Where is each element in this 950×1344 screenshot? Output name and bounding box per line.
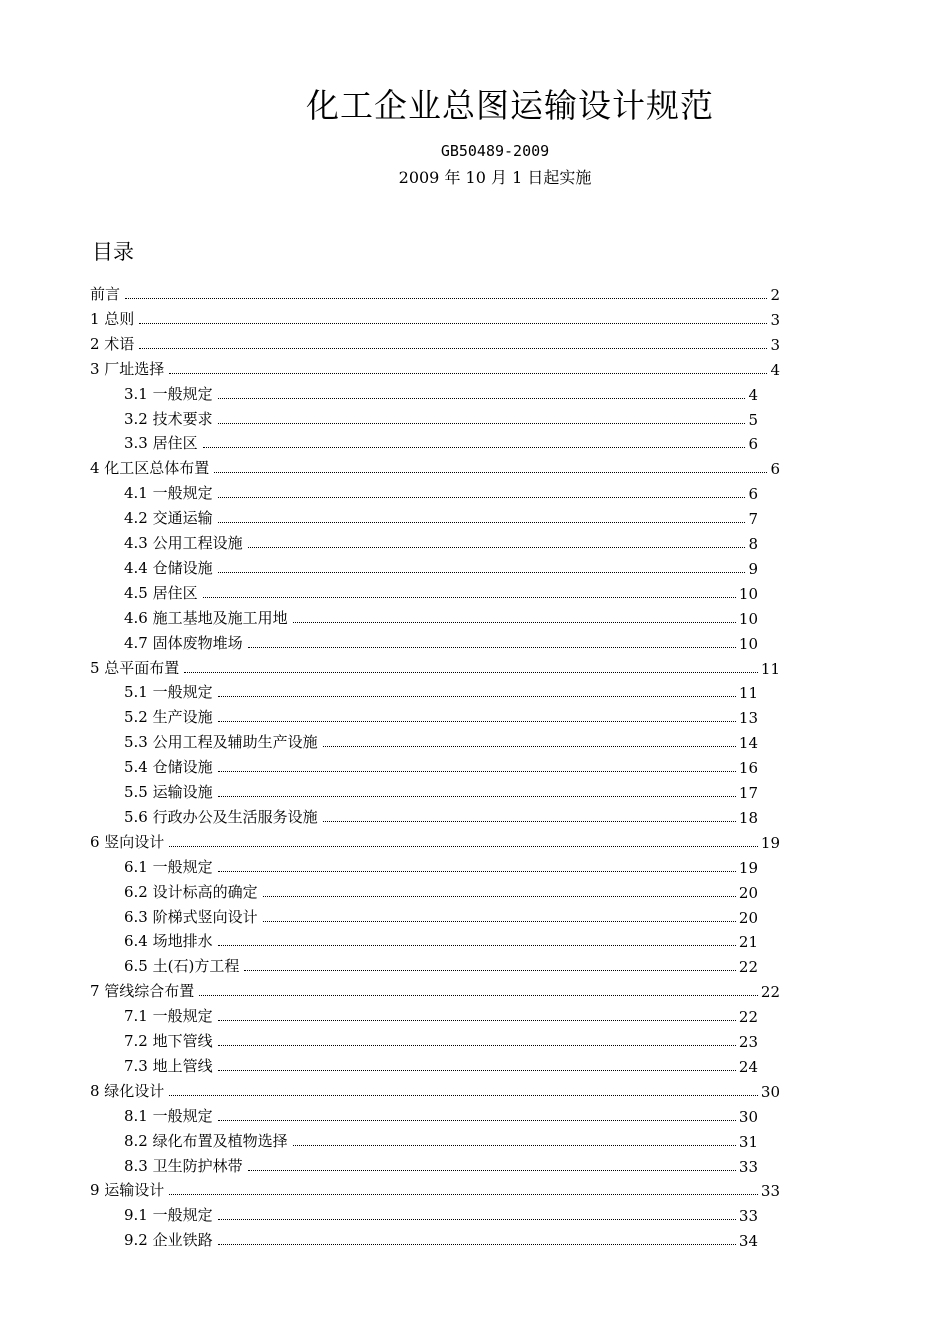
toc-entry-page: 21	[738, 933, 758, 952]
dot-leader	[218, 1020, 736, 1021]
toc-entry[interactable]	[124, 903, 758, 927]
toc-entry[interactable]	[124, 529, 758, 553]
toc-entry[interactable]	[124, 803, 758, 827]
toc-entry-label: 5.2 生产设施	[124, 708, 213, 727]
dot-leader	[244, 970, 736, 971]
dot-leader	[139, 348, 767, 349]
dot-leader	[293, 1145, 736, 1146]
toc-entry-label: 3 厂址选择	[90, 359, 165, 378]
dot-leader	[248, 1170, 736, 1171]
toc-entry-page: 9	[748, 559, 758, 578]
document-title: 化工企业总图运输设计规范	[306, 86, 714, 125]
dot-leader	[218, 1244, 736, 1245]
toc-entry[interactable]	[90, 1077, 780, 1101]
toc-entry-label: 前言	[90, 285, 121, 303]
dot-leader	[248, 647, 736, 648]
dot-leader	[218, 572, 746, 573]
toc-entry-label: 8.2 绿化布置及植物选择	[124, 1131, 288, 1150]
toc-entry-label: 6.1 一般规定	[124, 857, 213, 876]
toc-entry-label: 7.3 地上管线	[124, 1056, 213, 1075]
dot-leader	[323, 821, 736, 822]
dot-leader	[218, 1219, 736, 1220]
toc-entry[interactable]	[124, 1127, 758, 1151]
toc-entry[interactable]	[90, 654, 780, 678]
toc-entry[interactable]	[124, 380, 758, 404]
toc-entry[interactable]	[90, 280, 780, 304]
toc-entry-label: 7 管线综合布置	[90, 982, 195, 1001]
dot-leader	[263, 921, 736, 922]
dot-leader	[199, 995, 758, 996]
dot-leader	[139, 323, 767, 324]
standard-code: GB50489-2009	[440, 142, 550, 160]
toc-entry[interactable]	[90, 305, 780, 329]
dot-leader	[169, 846, 758, 847]
toc-entry-label: 9.1 一般规定	[124, 1206, 213, 1225]
dot-leader	[203, 597, 736, 598]
toc-entry-page: 11	[738, 684, 758, 703]
toc-entry-label: 4.5 居住区	[124, 583, 198, 602]
toc-entry-page: 33	[738, 1157, 758, 1176]
toc-entry-label: 9 运输设计	[90, 1181, 165, 1200]
toc-entry-page: 22	[738, 1008, 758, 1027]
toc-entry-page: 33	[738, 1207, 758, 1226]
toc-entry-page: 20	[738, 908, 758, 927]
toc-entry[interactable]	[90, 1176, 780, 1200]
toc-entry-label: 5.4 仓储设施	[124, 758, 213, 777]
toc-entry[interactable]	[124, 1002, 758, 1026]
toc-entry[interactable]	[90, 977, 780, 1001]
toc-entry-label: 4.2 交通运输	[124, 509, 213, 528]
toc-entry[interactable]	[124, 753, 758, 777]
toc-entry-page: 6	[770, 460, 780, 479]
toc-entry[interactable]	[124, 853, 758, 877]
toc-entry-page: 6	[748, 435, 758, 454]
dot-leader	[218, 945, 736, 946]
toc-entry-page: 20	[738, 883, 758, 902]
toc-entry-page: 22	[760, 983, 780, 1002]
toc-entry-page: 17	[738, 784, 758, 802]
toc-entry-page: 13	[738, 709, 758, 728]
toc-entry[interactable]	[124, 1226, 758, 1250]
toc-entry-label: 9.2 企业铁路	[124, 1231, 213, 1250]
dot-leader	[218, 1045, 736, 1046]
toc-entry-label: 6.5 土(石)方工程	[124, 957, 240, 976]
toc-entry[interactable]	[124, 927, 758, 951]
toc-entry[interactable]	[124, 604, 758, 628]
toc-entry-label: 4.7 固体废物堆场	[124, 633, 243, 652]
dot-leader	[293, 622, 736, 623]
toc-entry-label: 6 竖向设计	[90, 832, 165, 851]
toc-entry-label: 5.6 行政办公及生活服务设施	[124, 807, 318, 826]
toc-entry[interactable]	[124, 504, 758, 528]
toc-entry-page: 31	[738, 1132, 758, 1151]
toc-entry-label: 4.1 一般规定	[124, 484, 213, 503]
dot-leader	[218, 771, 736, 772]
dot-leader	[218, 398, 746, 399]
toc-entry-label: 5.5 运输设施	[124, 783, 213, 801]
toc-entry[interactable]	[90, 330, 780, 354]
toc-entry[interactable]	[124, 1201, 758, 1225]
toc-entry[interactable]	[90, 355, 780, 379]
dot-leader	[184, 672, 758, 673]
toc-entry[interactable]	[124, 1027, 758, 1051]
toc-entry-label: 5.1 一般规定	[124, 683, 213, 702]
toc-entry-label: 8.3 卫生防护林带	[124, 1156, 243, 1175]
toc-entry-page: 10	[738, 634, 758, 653]
toc-entry-label: 3.1 一般规定	[124, 384, 213, 403]
dot-leader	[218, 871, 736, 872]
toc-entry[interactable]	[124, 1052, 758, 1076]
toc-entry[interactable]	[90, 454, 780, 478]
dot-leader	[169, 1194, 758, 1195]
toc-entry-page: 3	[770, 335, 780, 354]
toc-entry-page: 6	[748, 485, 758, 504]
toc-entry-label: 8 绿化设计	[90, 1081, 165, 1100]
dot-leader	[263, 896, 736, 897]
toc-entry-label: 4.6 施工基地及施工用地	[124, 608, 288, 627]
toc-entry[interactable]	[124, 1102, 758, 1126]
toc-entry[interactable]	[124, 579, 758, 603]
toc-entry-label: 4.4 仓储设施	[124, 558, 213, 577]
toc-entry[interactable]	[124, 952, 758, 976]
toc-entry-page: 5	[748, 410, 758, 429]
dot-leader	[214, 472, 767, 473]
dot-leader	[218, 721, 736, 722]
toc-entry[interactable]	[90, 828, 780, 852]
toc-entry[interactable]	[124, 678, 758, 702]
dot-leader	[218, 423, 746, 424]
toc-entry[interactable]	[124, 405, 758, 429]
toc-entry-label: 6.4 场地排水	[124, 932, 213, 951]
toc-entry[interactable]	[124, 878, 758, 902]
dot-leader	[218, 497, 746, 498]
toc-entry-page: 11	[760, 659, 780, 678]
dot-leader	[218, 1120, 736, 1121]
toc-entry[interactable]	[124, 429, 758, 453]
toc-entry-page: 19	[760, 833, 780, 852]
toc-entry-page: 18	[738, 808, 758, 827]
dot-leader	[218, 1070, 736, 1071]
toc-entry-page: 24	[738, 1057, 758, 1076]
toc-entry-label: 7.2 地下管线	[124, 1032, 213, 1050]
toc-entry-page: 30	[738, 1107, 758, 1126]
toc-entry-page: 3	[770, 310, 780, 329]
toc-entry-label: 7.1 一般规定	[124, 1007, 213, 1026]
toc-entry-label: 8.1 一般规定	[124, 1106, 213, 1125]
dot-leader	[203, 447, 746, 448]
effective-date: 2009 年 10 月 1 日起实施	[398, 168, 592, 187]
dot-leader	[218, 522, 746, 523]
toc-entry-page: 16	[738, 759, 758, 778]
toc-heading: 目录	[92, 240, 134, 264]
dot-leader	[323, 746, 736, 747]
toc-entry-page: 7	[748, 510, 758, 529]
toc-entry-label: 3.3 居住区	[124, 434, 198, 453]
dot-leader	[169, 1095, 758, 1096]
toc-entry-label: 4 化工区总体布置	[90, 459, 210, 478]
toc-entry-label: 5.3 公用工程及辅助生产设施	[124, 733, 318, 752]
toc-entry-page: 4	[770, 360, 780, 379]
toc-entry[interactable]	[124, 629, 758, 653]
dot-leader	[125, 298, 767, 299]
dot-leader	[218, 696, 736, 697]
toc-entry-page: 30	[760, 1082, 780, 1101]
toc-entry[interactable]	[124, 728, 758, 752]
toc-entry-page: 19	[738, 858, 758, 877]
dot-leader	[218, 796, 736, 797]
toc-entry-page: 4	[748, 385, 758, 404]
dot-leader	[248, 547, 746, 548]
toc-entry-label: 6.2 设计标高的确定	[124, 882, 258, 901]
toc-entry-page: 22	[738, 958, 758, 977]
toc-entry-page: 23	[738, 1033, 758, 1051]
toc-entry-label: 5 总平面布置	[90, 658, 180, 677]
toc-entry[interactable]	[124, 1152, 758, 1176]
toc-entry[interactable]	[124, 778, 758, 802]
toc-entry-page: 2	[770, 286, 780, 304]
toc-entry-page: 10	[738, 609, 758, 628]
toc-entry-label: 2 术语	[90, 334, 135, 353]
toc-entry-page: 10	[738, 584, 758, 603]
dot-leader	[169, 373, 767, 374]
toc-entry-label: 1 总则	[90, 309, 135, 328]
toc-entry-page: 14	[738, 734, 758, 753]
toc-entry-label: 3.2 技术要求	[124, 409, 213, 428]
toc-entry[interactable]	[124, 554, 758, 578]
toc-entry-label: 4.3 公用工程设施	[124, 534, 243, 552]
toc-entry-page: 8	[748, 535, 758, 553]
toc-entry-label: 6.3 阶梯式竖向设计	[124, 907, 258, 926]
toc-entry[interactable]	[124, 703, 758, 727]
toc-entry-page: 34	[738, 1232, 758, 1251]
toc-entry-page: 33	[760, 1182, 780, 1201]
toc-entry[interactable]	[124, 479, 758, 503]
